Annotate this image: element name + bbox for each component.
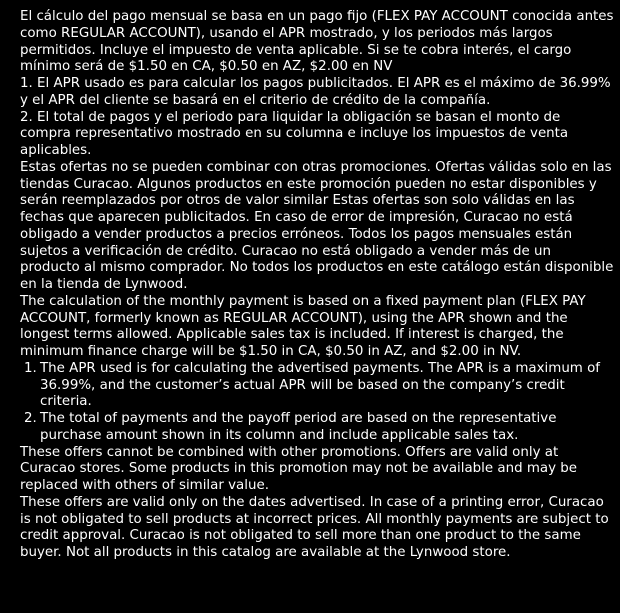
english-numbered-list <box>20 361 614 445</box>
english-section <box>20 294 614 562</box>
english-intro-paragraph: The calculation of the monthly payment is based on a fixed payment plan (FLEX PAY ACCOUNT, formerly known as REGULAR ACCOUNT), using the APR shown and the longest terms allowed. Applicable sales tax is included. If interest is charged, the minimum finance charge will be $1.50 in CA, $0.50 in AZ, and $2.00 in NV. <box>20 293 586 359</box>
spanish-item-2: 2. El total de pagos y el periodo para liquidar la obligación se basan el monto de compra representativo mostrado en su columna e incluye los impuestos de venta aplicables. <box>20 109 569 158</box>
spanish-section <box>20 9 614 294</box>
list-item-number: 1. <box>24 360 37 376</box>
english-validity-paragraph: These offers are valid only on the dates advertised. In case of a printing error, Curacao is not obligated to sell products at incorrect prices. All monthly payments are subject to credit approval. Curacao is not obligated to sell more than one product to the same buyer. Not all products in this catalog are available at the Lynwood store. <box>20 494 609 560</box>
disclaimer-document <box>20 9 614 562</box>
list-item-text: The APR used is for calculating the advertised payments. The APR is a maximum of 36.99%, and the customer’s actual APR will be based on the company’s credit criteria. <box>40 360 601 410</box>
english-list-item <box>20 361 614 411</box>
list-item-text: The total of payments and the payoff period are based on the representative purchase amount shown in its column and include applicable sales tax. <box>40 411 557 443</box>
spanish-offers-paragraph: Estas ofertas no se pueden combinar con otras promociones. Ofertas válidas solo en las tiendas Curacao. Algunos productos en este promoción pueden no estar disponibles y serán reemplazados por otros de valor similar Estas ofertas son solo válidas en las fechas que aparecen publicitados. En caso de error de impresión, Curacao no está obligado a vender productos a precios erróneos. Todos los pagos mensuales están sujetos a verificación de crédito. Curacao no está obligado a vender más de un producto al mismo comprador. No todos los productos en este catálogo están disponible en la tienda de Lynwood. <box>20 159 614 292</box>
spanish-item-1: 1. El APR usado es para calcular los pagos publicitados. El APR es el máximo de 36.99% y el APR del cliente se basará en el criterio de crédito de la compañía. <box>20 76 611 108</box>
english-list-item <box>20 411 614 445</box>
spanish-intro-paragraph: El cálculo del pago mensual se basa en un pago fijo (FLEX PAY ACCOUNT conocida antes como REGULAR ACCOUNT), usando el APR mostrado, y los periodos más largos permitidos. Incluye el impuesto de venta aplicable. Si se te cobra interés, el cargo mínimo será de $1.50 en CA, $0.50 en AZ, $2.00 en NV <box>20 9 614 75</box>
english-offers-paragraph: These offers cannot be combined with other promotions. Offers are valid only at Curacao stores. Some products in this promotion may not be available and may be replaced with others of similar value. <box>20 444 578 493</box>
list-item-number: 2. <box>24 411 37 426</box>
